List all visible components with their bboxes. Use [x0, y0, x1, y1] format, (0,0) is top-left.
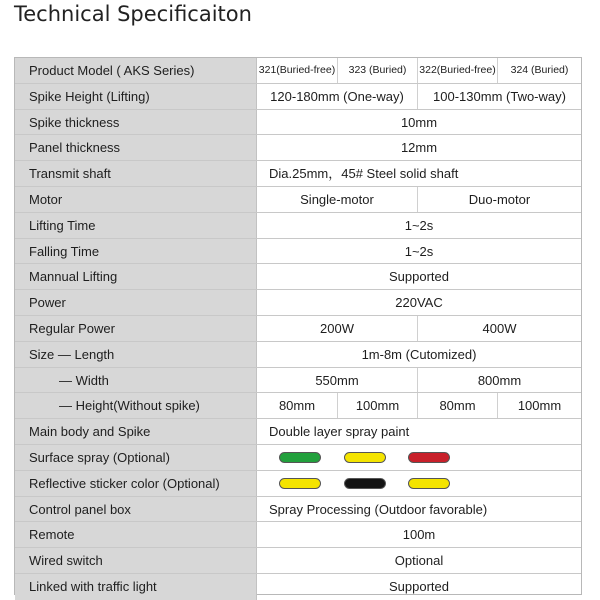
- row-label: Transmit shaft: [15, 161, 257, 186]
- row-label: Control panel box: [15, 497, 257, 522]
- row-label: Lifting Time: [15, 213, 257, 238]
- table-row-size-length: [15, 342, 581, 368]
- model-324-cell: 324 (Buried): [497, 58, 581, 83]
- row-label: Main body and Spike: [15, 419, 257, 444]
- row-value: 1~2s: [404, 243, 434, 259]
- row-label: Wired switch: [15, 548, 257, 573]
- row-label: Remote: [15, 522, 257, 547]
- table-row-remote: [15, 522, 581, 548]
- row-label: Reflective sticker color (Optional): [15, 471, 257, 496]
- table-row-transmit-shaft: [15, 161, 581, 187]
- table-row-wired-switch: [15, 548, 581, 574]
- row-value: Double layer spray paint: [269, 424, 410, 440]
- height-80-cell: 80mm: [417, 393, 497, 418]
- row-label: — Width: [15, 368, 257, 393]
- row-value: 220VAC: [395, 295, 443, 311]
- model-321-cell: 321(Buried-free): [258, 64, 336, 76]
- row-value: 1m-8m (Cutomized): [361, 346, 477, 362]
- table-row-lifting-time: [15, 213, 581, 239]
- row-value: Supported: [389, 269, 449, 285]
- row-label: Power: [15, 290, 257, 315]
- height-80-cell: 80mm: [278, 398, 316, 414]
- yellow-swatch: [344, 452, 386, 463]
- motor-duo-cell: Duo-motor: [417, 187, 581, 212]
- table-row-surface-spray: [15, 445, 581, 471]
- row-label: — Height(Without spike): [15, 393, 257, 418]
- yellow-swatch: [279, 478, 321, 489]
- row-value: Supported: [389, 579, 449, 594]
- model-322-cell: 322(Buried-free): [417, 58, 497, 83]
- spec-table: [14, 57, 582, 595]
- black-swatch: [344, 478, 386, 489]
- table-row-model: [15, 58, 581, 84]
- table-row-motor: [15, 187, 581, 213]
- row-label: Size — Length: [15, 342, 257, 367]
- table-row-size-height: [15, 393, 581, 419]
- row-label: Panel thickness: [15, 135, 257, 160]
- row-label: Falling Time: [15, 239, 257, 264]
- row-value: 12mm: [400, 140, 438, 156]
- table-row-panel-thickness: [15, 135, 581, 161]
- row-label: Spike thickness: [15, 110, 257, 135]
- green-swatch: [279, 452, 321, 463]
- table-row-spike-thickness: [15, 110, 581, 136]
- yellow-swatch: [408, 478, 450, 489]
- row-label: Spike Height (Lifting): [15, 84, 257, 109]
- motor-single-cell: Single-motor: [300, 192, 374, 207]
- table-row-falling-time: [15, 239, 581, 265]
- row-label: Regular Power: [15, 316, 257, 341]
- row-label: Mannual Lifting: [15, 264, 257, 289]
- spike-height-one-way-cell: 120-180mm (One-way): [270, 88, 404, 104]
- regular-power-200w-cell: 200W: [320, 321, 354, 336]
- width-550-cell: 550mm: [315, 372, 359, 388]
- height-100-cell: 100mm: [497, 393, 581, 418]
- table-row-spike-height: [15, 84, 581, 110]
- model-323-cell: 323 (Buried): [337, 58, 417, 83]
- row-label: Motor: [15, 187, 257, 212]
- row-value: 10mm: [400, 114, 438, 130]
- table-row-reflective-sticker: [15, 471, 581, 497]
- width-800-cell: 800mm: [417, 368, 581, 393]
- row-label: Product Model ( AKS Series): [15, 58, 257, 83]
- row-value: 1~2s: [404, 217, 434, 233]
- row-value: Optional: [394, 553, 444, 569]
- regular-power-400w-cell: 400W: [417, 316, 581, 341]
- row-value: Dia.25mm，45# Steel solid shaft: [269, 166, 459, 182]
- row-value: Spray Processing (Outdoor favorable): [269, 501, 488, 517]
- row-value: 100m: [402, 527, 436, 543]
- table-row-size-width: [15, 368, 581, 394]
- row-label: Linked with traffic light: [15, 574, 257, 600]
- page-title: Technical Specificaiton: [14, 2, 252, 26]
- row-label: Surface spray (Optional): [15, 445, 257, 470]
- height-100-cell: 100mm: [337, 393, 417, 418]
- red-swatch: [408, 452, 450, 463]
- table-row-manual-lifting: [15, 264, 581, 290]
- spike-height-two-way-cell: 100-130mm (Two-way): [417, 84, 581, 109]
- table-row-traffic-light: [15, 574, 581, 600]
- table-row-power: [15, 290, 581, 316]
- table-row-regular-power: [15, 316, 581, 342]
- table-row-main-body: [15, 419, 581, 445]
- table-row-control-panel: [15, 497, 581, 523]
